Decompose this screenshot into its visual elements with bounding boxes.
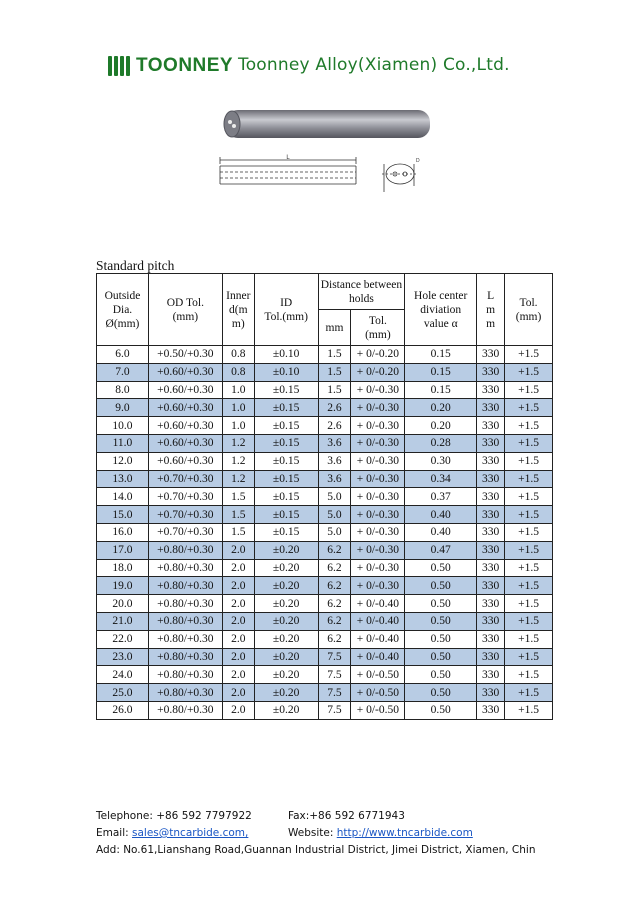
cell-hole-center: 0.37 [405,488,477,506]
table-row [97,666,553,684]
cell-id-tol: ±0.15 [254,434,318,452]
table-row [97,452,553,470]
cell-od-tol: +0.60/+0.30 [148,363,222,381]
carbide-rod-image [218,106,436,142]
table-row [97,399,553,417]
cell-length: 330 [477,577,505,595]
cell-outside-dia: 18.0 [97,559,149,577]
cell-outside-dia: 8.0 [97,381,149,399]
table-row [97,363,553,381]
cell-length-tol: +1.5 [505,381,553,399]
footer-telephone: Telephone: +86 592 7797922 [96,810,252,822]
cell-distance-tol: + 0/-0.30 [351,523,405,541]
cell-distance-mm: 3.6 [318,434,351,452]
cell-length-tol: +1.5 [505,684,553,702]
cell-od-tol: +0.80/+0.30 [148,701,222,719]
cell-distance-mm: 1.5 [318,381,351,399]
cell-length: 330 [477,701,505,719]
table-row [97,434,553,452]
table-caption: Standard pitch [96,258,175,273]
cell-distance-tol: + 0/-0.40 [351,630,405,648]
cell-distance-tol: + 0/-0.20 [351,363,405,381]
header-id-tol: ID Tol.(mm) [254,274,318,346]
cell-distance-mm: 5.0 [318,488,351,506]
footer-email-label: Email: [96,827,133,839]
cell-length: 330 [477,488,505,506]
cell-id-tol: ±0.20 [254,630,318,648]
cell-od-tol: +0.60/+0.30 [148,381,222,399]
header-distance-mm: mm [318,310,351,346]
cell-id-tol: ±0.20 [254,559,318,577]
cell-hole-center: 0.50 [405,648,477,666]
cell-inner-dia: 2.0 [222,595,254,613]
header-tol: Tol. (mm) [505,274,553,346]
cell-od-tol: +0.80/+0.30 [148,666,222,684]
cell-length: 330 [477,684,505,702]
cell-inner-dia: 2.0 [222,559,254,577]
cell-outside-dia: 20.0 [97,595,149,613]
cell-outside-dia: 14.0 [97,488,149,506]
header-outside-dia: Outside Dia. Ø(mm) [97,274,149,346]
cell-hole-center: 0.15 [405,381,477,399]
cell-hole-center: 0.28 [405,434,477,452]
cell-hole-center: 0.20 [405,399,477,417]
cell-length-tol: +1.5 [505,648,553,666]
cell-hole-center: 0.40 [405,523,477,541]
cell-distance-tol: + 0/-0.40 [351,648,405,666]
cell-distance-tol: + 0/-0.30 [351,559,405,577]
cell-distance-tol: + 0/-0.30 [351,506,405,524]
cell-distance-mm: 3.6 [318,452,351,470]
cell-length-tol: +1.5 [505,701,553,719]
cell-outside-dia: 21.0 [97,612,149,630]
cell-id-tol: ±0.20 [254,541,318,559]
cell-id-tol: ±0.10 [254,363,318,381]
cell-length: 330 [477,417,505,435]
table-row [97,595,553,613]
table-row [97,470,553,488]
cell-outside-dia: 15.0 [97,506,149,524]
cell-outside-dia: 12.0 [97,452,149,470]
cell-inner-dia: 1.2 [222,452,254,470]
cell-od-tol: +0.60/+0.30 [148,417,222,435]
cell-inner-dia: 1.0 [222,381,254,399]
cell-distance-tol: + 0/-0.30 [351,488,405,506]
cell-od-tol: +0.70/+0.30 [148,523,222,541]
footer-address: Add: No.61,Lianshang Road,Guannan Industrial District, Jimei District, Xiamen, Chin [96,844,536,856]
cell-hole-center: 0.30 [405,452,477,470]
cell-distance-tol: + 0/-0.30 [351,381,405,399]
cell-distance-tol: + 0/-0.50 [351,666,405,684]
cell-od-tol: +0.60/+0.30 [148,434,222,452]
cell-distance-tol: + 0/-0.40 [351,595,405,613]
cell-id-tol: ±0.20 [254,666,318,684]
cell-outside-dia: 26.0 [97,701,149,719]
cell-inner-dia: 1.2 [222,434,254,452]
cell-length: 330 [477,648,505,666]
cell-od-tol: +0.80/+0.30 [148,541,222,559]
cell-outside-dia: 10.0 [97,417,149,435]
cell-outside-dia: 22.0 [97,630,149,648]
cell-od-tol: +0.80/+0.30 [148,595,222,613]
cell-od-tol: +0.70/+0.30 [148,470,222,488]
cell-distance-tol: + 0/-0.30 [351,577,405,595]
cell-hole-center: 0.50 [405,684,477,702]
cell-id-tol: ±0.15 [254,488,318,506]
cell-od-tol: +0.80/+0.30 [148,630,222,648]
cell-distance-mm: 3.6 [318,470,351,488]
cell-distance-mm: 5.0 [318,523,351,541]
cell-id-tol: ±0.20 [254,595,318,613]
cell-length: 330 [477,452,505,470]
cell-od-tol: +0.70/+0.30 [148,488,222,506]
cell-outside-dia: 25.0 [97,684,149,702]
cell-id-tol: ±0.15 [254,417,318,435]
length-label: L [286,155,290,161]
cell-length: 330 [477,381,505,399]
cell-outside-dia: 7.0 [97,363,149,381]
cell-length-tol: +1.5 [505,630,553,648]
header-inner: Inner d(m m) [222,274,254,346]
cell-length-tol: +1.5 [505,399,553,417]
cell-length-tol: +1.5 [505,488,553,506]
cell-od-tol: +0.60/+0.30 [148,399,222,417]
cell-length-tol: +1.5 [505,595,553,613]
header-length: L m m [477,274,505,346]
cell-hole-center: 0.34 [405,470,477,488]
cell-hole-center: 0.50 [405,595,477,613]
cell-length: 330 [477,434,505,452]
cell-id-tol: ±0.15 [254,381,318,399]
cell-length-tol: +1.5 [505,666,553,684]
cell-length-tol: +1.5 [505,559,553,577]
cell-hole-center: 0.50 [405,630,477,648]
cell-od-tol: +0.50/+0.30 [148,346,222,364]
cell-length-tol: +1.5 [505,452,553,470]
cell-length: 330 [477,523,505,541]
header-distance: Distance between holds [318,274,405,310]
header-distance-tol: Tol. (mm) [351,310,405,346]
cell-inner-dia: 2.0 [222,648,254,666]
diameter-label: D [416,158,420,164]
cell-hole-center: 0.50 [405,666,477,684]
table-row [97,648,553,666]
footer-website-label: Website: [288,827,337,839]
cell-length-tol: +1.5 [505,434,553,452]
header-hole-center: Hole center diviation value α [405,274,477,346]
cell-length: 330 [477,630,505,648]
email-link[interactable]: sales@tncarbide.com, [132,827,249,839]
cell-distance-tol: + 0/-0.30 [351,452,405,470]
cell-length: 330 [477,612,505,630]
cell-outside-dia: 6.0 [97,346,149,364]
cell-length: 330 [477,399,505,417]
cell-id-tol: ±0.10 [254,346,318,364]
logo-text: TOONNEY [136,55,234,76]
cell-id-tol: ±0.20 [254,648,318,666]
cell-outside-dia: 24.0 [97,666,149,684]
cell-inner-dia: 0.8 [222,363,254,381]
table-row [97,523,553,541]
cell-hole-center: 0.50 [405,559,477,577]
cell-outside-dia: 19.0 [97,577,149,595]
cell-inner-dia: 1.5 [222,488,254,506]
cell-length-tol: +1.5 [505,346,553,364]
cell-distance-mm: 7.5 [318,701,351,719]
cell-distance-tol: + 0/-0.30 [351,541,405,559]
logo-mark-icon [108,55,132,77]
cell-hole-center: 0.15 [405,346,477,364]
cell-hole-center: 0.50 [405,701,477,719]
cell-distance-tol: + 0/-0.30 [351,470,405,488]
cell-distance-tol: + 0/-0.30 [351,417,405,435]
cell-length-tol: +1.5 [505,523,553,541]
cell-distance-tol: + 0/-0.40 [351,612,405,630]
cell-inner-dia: 1.0 [222,417,254,435]
cell-length: 330 [477,559,505,577]
cell-hole-center: 0.50 [405,612,477,630]
cell-length-tol: +1.5 [505,417,553,435]
table-row [97,346,553,364]
cell-od-tol: +0.60/+0.30 [148,452,222,470]
cell-length-tol: +1.5 [505,612,553,630]
cell-inner-dia: 2.0 [222,541,254,559]
cell-distance-tol: + 0/-0.30 [351,434,405,452]
cell-inner-dia: 2.0 [222,630,254,648]
spec-table-body [97,346,553,720]
page-header [0,0,638,100]
cell-length: 330 [477,541,505,559]
cell-length-tol: +1.5 [505,541,553,559]
cell-inner-dia: 1.0 [222,399,254,417]
cell-od-tol: +0.80/+0.30 [148,612,222,630]
cell-id-tol: ±0.15 [254,523,318,541]
cell-outside-dia: 17.0 [97,541,149,559]
cell-id-tol: ±0.15 [254,506,318,524]
cell-inner-dia: 2.0 [222,701,254,719]
cell-id-tol: ±0.15 [254,452,318,470]
page-footer [96,808,536,859]
cell-hole-center: 0.47 [405,541,477,559]
cell-length: 330 [477,470,505,488]
cell-length: 330 [477,595,505,613]
cell-inner-dia: 2.0 [222,684,254,702]
table-row [97,381,553,399]
table-row [97,541,553,559]
cell-outside-dia: 11.0 [97,434,149,452]
cell-od-tol: +0.80/+0.30 [148,684,222,702]
footer-fax: Fax:+86 592 6771943 [288,810,405,822]
cell-hole-center: 0.40 [405,506,477,524]
cell-distance-mm: 6.2 [318,577,351,595]
cell-distance-mm: 6.2 [318,595,351,613]
cell-distance-mm: 6.2 [318,541,351,559]
cell-outside-dia: 9.0 [97,399,149,417]
cell-distance-mm: 7.5 [318,666,351,684]
cell-inner-dia: 1.5 [222,506,254,524]
cell-hole-center: 0.50 [405,577,477,595]
company-name: Toonney Alloy(Xiamen) Co.,Ltd. [238,55,510,75]
cell-outside-dia: 23.0 [97,648,149,666]
cell-length-tol: +1.5 [505,506,553,524]
cell-id-tol: ±0.20 [254,612,318,630]
cell-distance-mm: 7.5 [318,684,351,702]
cell-length-tol: +1.5 [505,577,553,595]
cell-distance-mm: 5.0 [318,506,351,524]
cell-inner-dia: 2.0 [222,612,254,630]
cell-inner-dia: 1.5 [222,523,254,541]
website-link[interactable]: http://www.tncarbide.com [336,827,473,839]
cell-inner-dia: 2.0 [222,577,254,595]
cell-inner-dia: 1.2 [222,470,254,488]
cell-distance-mm: 1.5 [318,346,351,364]
table-row [97,559,553,577]
cell-od-tol: +0.80/+0.30 [148,559,222,577]
table-row [97,630,553,648]
cell-inner-dia: 2.0 [222,666,254,684]
table-row [97,612,553,630]
cell-hole-center: 0.15 [405,363,477,381]
cell-distance-mm: 2.6 [318,417,351,435]
table-row [97,684,553,702]
cell-distance-mm: 2.6 [318,399,351,417]
cell-od-tol: +0.70/+0.30 [148,506,222,524]
cell-od-tol: +0.80/+0.30 [148,648,222,666]
table-row [97,488,553,506]
cell-distance-mm: 6.2 [318,559,351,577]
cell-distance-tol: + 0/-0.30 [351,399,405,417]
cell-distance-tol: + 0/-0.50 [351,701,405,719]
cell-id-tol: ±0.15 [254,470,318,488]
table-row [97,577,553,595]
cell-length-tol: +1.5 [505,470,553,488]
cell-distance-mm: 6.2 [318,612,351,630]
cell-inner-dia: 0.8 [222,346,254,364]
cell-distance-tol: + 0/-0.20 [351,346,405,364]
cell-length: 330 [477,506,505,524]
cell-length: 330 [477,346,505,364]
cell-id-tol: ±0.20 [254,684,318,702]
cell-distance-mm: 7.5 [318,648,351,666]
technical-drawing [216,152,440,202]
company-logo [108,54,233,78]
cell-length-tol: +1.5 [505,363,553,381]
spec-table [96,273,553,720]
cell-od-tol: +0.80/+0.30 [148,577,222,595]
header-od-tol: OD Tol. (mm) [148,274,222,346]
cell-length: 330 [477,666,505,684]
cell-id-tol: ±0.20 [254,701,318,719]
cell-distance-mm: 1.5 [318,363,351,381]
cell-outside-dia: 16.0 [97,523,149,541]
cell-id-tol: ±0.20 [254,577,318,595]
cell-length: 330 [477,363,505,381]
table-row [97,701,553,719]
cell-id-tol: ±0.15 [254,399,318,417]
cell-hole-center: 0.20 [405,417,477,435]
table-row [97,506,553,524]
cell-distance-tol: + 0/-0.50 [351,684,405,702]
cell-outside-dia: 13.0 [97,470,149,488]
cell-distance-mm: 6.2 [318,630,351,648]
table-row [97,417,553,435]
